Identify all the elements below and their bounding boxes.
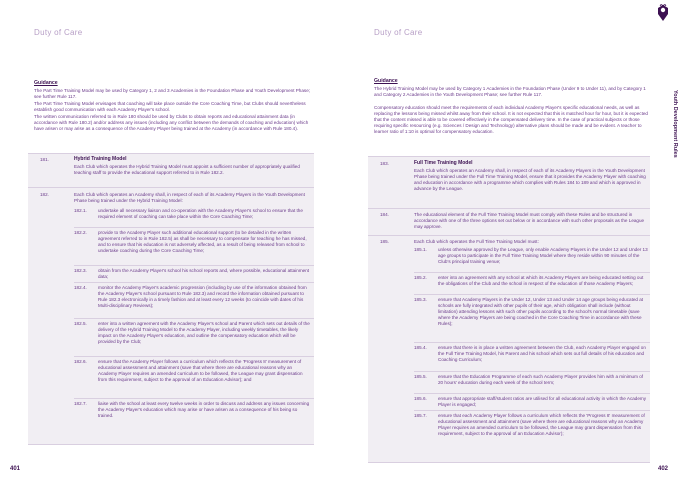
subrule-number: 182.4. <box>74 285 87 290</box>
subrule-text: unless otherwise approved by the League, only enable Academy Players in the Under 12 and Under 13 age groups to participate in the Full Time Training Model where they reside within 90 minutes of the Club's principal training venue; <box>438 247 648 264</box>
divider <box>74 227 314 228</box>
divider <box>368 235 650 236</box>
subrule-text: ensure that the Academy Player follows a curriculum which reflects the 'Progress 8' measurement of educational assessment and attainment (save that where there are educational reasons why an Academy Player requires an amended curriculum to be followed, the League may grant dispensation from this requirement, subject to the approval of an Education Advisor); and <box>98 359 303 382</box>
rule-intro: Each Club which operates an Academy shall, in respect of each of its Academy Players in the Youth Development Phase being trained under the Hybrid Training Model: <box>74 192 305 203</box>
guidance-paragraph: Compensatory education should meet the requirements of each individual Academy Player's specific educational needs, as well as replacing the lessons being missed whilst away from their school. It is not expected that this is matched hour for hour, but it is expected that the content missed is able to be covered effectively in the compensated delivery time. In the case of practical subjects or those requiring specific resourcing (e.g. Sciences / Design and Technology) alternative plans should be made and be evident. A teacher to learner ratio of 1:10 is optimal for compensatory education. <box>374 105 648 134</box>
divider <box>414 342 650 343</box>
guidance-paragraph: The written communication referred to in Rule 180 should be used by Clubs to obtain reports and educational attainment data (in accordance with Rule 180.2) and/or address any issues (including any conflict between the demands of coaching and education) which have arisen or may arise as a consequence of the Academy Player being trained at the Academy (in accordance with Rule 180.4). <box>34 114 309 131</box>
rule-number: 181. <box>40 157 49 162</box>
subrule-number: 182.1. <box>74 208 87 213</box>
subrule-number: 182.3. <box>74 268 87 273</box>
subrule-text: enter into a written agreement with the Academy Player's school and Parent which sets out details of the delivery of the Hybrid Training Model to the Academy Player, including weekly timetables, the likely impact on the Academy Player's education, and outline the compensatory education which will be provided by the Club; <box>98 321 310 344</box>
rule-title: Full Time Training Model <box>414 160 473 166</box>
divider <box>414 410 650 411</box>
subrule-text: provide to the Academy Player such additional educational support (to be detailed in the written agreement referred to in Rule 182.5) as shall be necessary to compensate for teaching he has missed, and to ensure that his education is not adversely affected, as a result of being released from school to undertake coaching during the Core Coaching Time; <box>98 230 307 253</box>
guidance-paragraph: The Part Time Training Model may be used by Category 1, 2 and 3 Academies in the Foundation Phase and Youth Development Phase; see further Rule 117. <box>34 88 311 99</box>
divider <box>74 398 314 399</box>
divider <box>74 356 314 357</box>
rule-number: 183. <box>380 161 389 166</box>
rule-number: 185. <box>380 239 389 244</box>
guidance-heading: Guidance <box>374 78 398 84</box>
subrule-text: ensure that appropriate staff/student ratios are utilised for all educational activity in which the Academy Player is engaged; <box>438 396 647 407</box>
subrule-number: 182.7. <box>74 401 87 406</box>
subrule-text: obtain from the Academy Player's school his school reports and, where possible, educational attainment data; <box>98 268 310 279</box>
guidance-paragraph: The Hybrid Training Model may be used by Category 1 Academies in the Foundation Phase (Under 9 to Under 11), and by Category 1 and Category 2 Academies in the Youth Development Phase; see further Rule 117. <box>374 86 646 97</box>
subrule-number: 185.3. <box>414 297 427 302</box>
subrule-number: 185.6. <box>414 396 427 401</box>
rule-text: Each Club which operates an Academy shall, in respect of each of its Academy Players in the Youth Development Phase being trained under the Full Time Training Model, ensure that it provides the Academy Player with coaching and education in accordance with a programme which complies with Rules 184 to 189 and which is approved in advance by the League. <box>414 168 646 191</box>
page-number: 401 <box>10 466 21 472</box>
subrule-number: 185.2. <box>414 275 427 280</box>
subrule-number: 185.1. <box>414 247 427 252</box>
subrule-number: 182.5. <box>74 321 87 326</box>
premier-league-lion-icon <box>656 4 670 22</box>
rule-text: The educational element of the Full Time Training Model must comply with these Rules and be structured in accordance with one of the three options set out below or in accordance with such other proposals as the League may approve. <box>414 212 645 229</box>
divider <box>28 187 314 188</box>
subrule-number: 182.2. <box>74 230 87 235</box>
subrule-text: undertake all necessary liaison and co-operation with the Academy Player's school to ensure that the required element of coaching can take place within the Core Coaching Time; <box>98 208 303 219</box>
right-page <box>340 0 680 483</box>
subrule-text: ensure that each Academy Player follows a curriculum which reflects the 'Progress 8' measurement of educational assessment and attainment (save where there are educational reasons why an Academy Player requires an amended curriculum to be followed, the League may grant dispensation from this requirement, subject to the approval of an Education Advisor); <box>438 413 645 436</box>
section-side-tab <box>666 90 680 220</box>
rule-text: Each Club which operates the Hybrid Training Model must appoint a sufficient number of appropriately qualified teaching staff to provide the educational support referred to in Rule 182.2. <box>74 164 300 175</box>
side-tab-label: Youth Development Rules <box>672 90 678 158</box>
guidance-paragraph: The Part Time Training Model envisages that coaching will take place outside the Core Coaching Time, but Clubs should nevertheless establish good communication with each Academy Player's school. <box>34 101 306 112</box>
rule-title: Hybrid Training Model <box>74 156 127 162</box>
page-number: 402 <box>657 466 668 472</box>
page-header: Duty of Care <box>34 28 83 37</box>
rule-intro: Each Club which operates the Full Time Training Model must: <box>414 239 539 244</box>
divider <box>414 393 650 394</box>
divider <box>74 265 314 266</box>
subrule-number: 185.5. <box>414 374 427 379</box>
subrule-text: enter into an agreement with any school at which its Academy Players are being educated setting out the obligations of the Club and the school in respect of the education of those Academy Players; <box>438 275 644 286</box>
divider <box>74 318 314 319</box>
subrule-text: liaise with the school at least every twelve weeks in order to discuss and address any issues concerning the Academy Player's education which may arise or have arisen as a consequence of his being so trained. <box>98 401 310 418</box>
page-header: Duty of Care <box>374 28 423 37</box>
subrule-number: 185.4. <box>414 345 427 350</box>
rule-number: 184. <box>380 212 389 217</box>
divider <box>414 371 650 372</box>
guidance-heading: Guidance <box>34 80 58 86</box>
divider <box>414 294 650 295</box>
divider <box>368 208 650 209</box>
subrule-text: monitor the Academy Player's academic progression (including by use of the information obtained from the Academy Player's school pursuant to Rule 182.3) and record the information obtained pursuant to Rule 182.3 electronically in a timely fashion and at least every 12 weeks (to coincide with dates of his Multi-disciplinary Reviews); <box>98 285 307 308</box>
subrule-text: ensure that the Education Programme of each such Academy Player provides him with a minimum of 20 hours' education during each week of the school term; <box>438 374 644 385</box>
rule-number: 182. <box>40 192 49 197</box>
subrule-number: 185.7. <box>414 413 427 418</box>
subrule-text: ensure that there is in place a written agreement between the Club, each Academy Player engaged on the Full Time Training Model, his Parent and his school which sets out full details of his education and Coaching Curriculum; <box>438 345 646 362</box>
subrule-text: ensure that Academy Players in the Under 12, Under 13 and Under 14 age groups being educated at schools are fully integrated with other pupils of their age, which obligation shall include (without limitation) attending lessons with such other pupils according to the school's normal timetable (save where the Academy Players are being coached in the Core Coaching Time in accordance with these Rules); <box>438 297 644 326</box>
divider <box>414 272 650 273</box>
subrule-number: 182.6. <box>74 359 87 364</box>
divider <box>74 282 314 283</box>
